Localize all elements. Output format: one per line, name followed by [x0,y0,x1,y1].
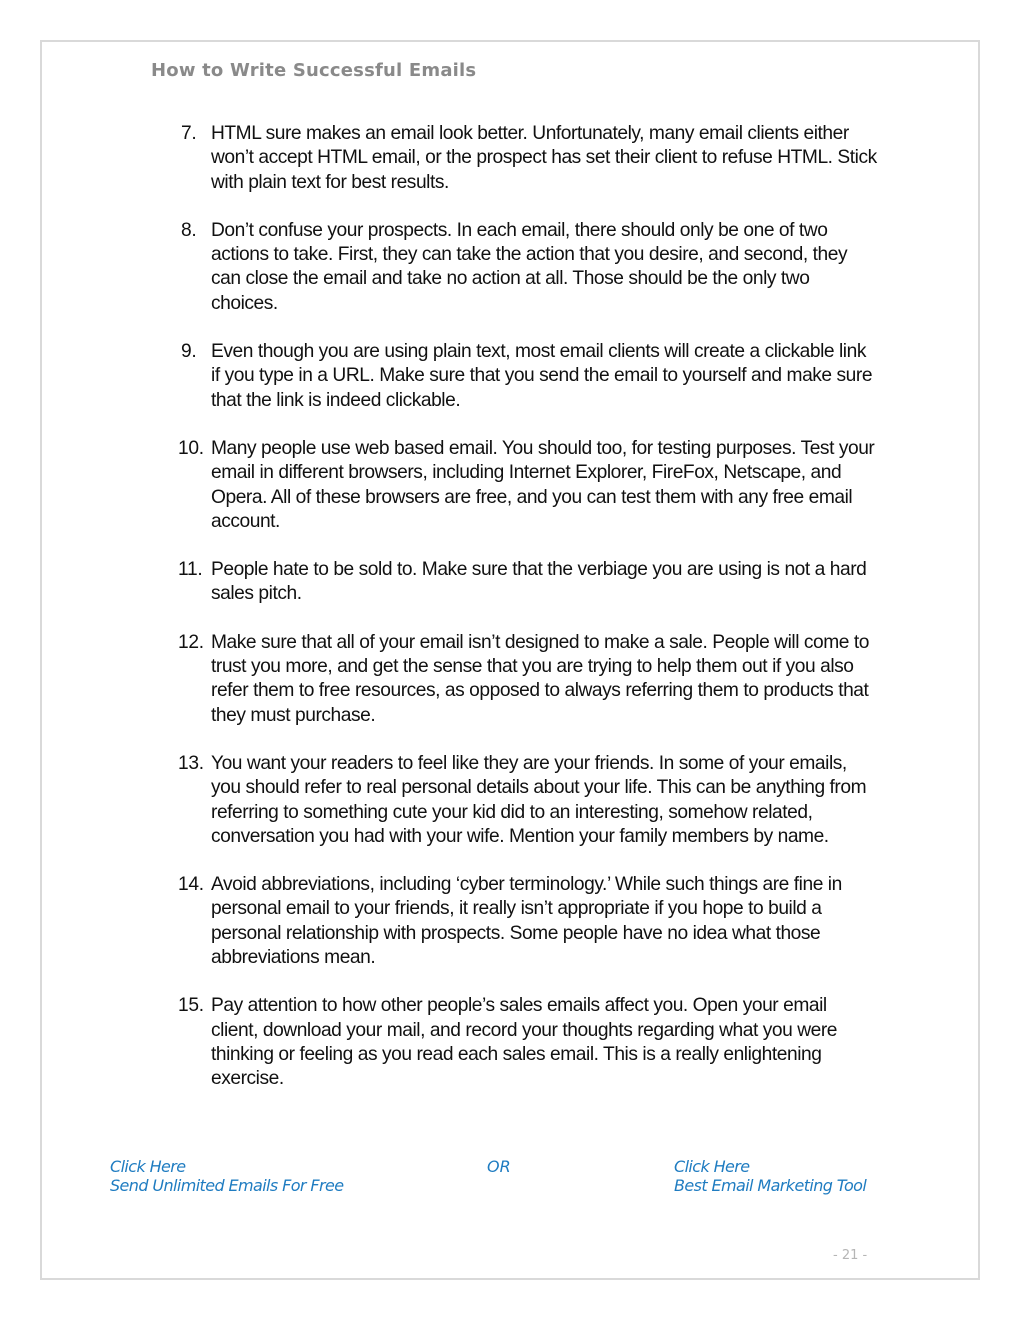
list-item-number: 15. [178,995,204,1017]
list-item-text: You want your readers to feel like they are your friends. In some of your emails, you should refer to real personal details about your life. This can be anything from referring to something cute your kid did to an interesting, somehow related, conversation you had with your wife. Mention your family members by name. [211,752,867,847]
list-item-tip-9 [178,340,878,413]
list-item-text: Make sure that all of your email isn’t designed to make a sale. People will come to trust you more, and get the sense that you are trying to help them out if you also refer them to free resources, as opposed to always referring them to products that they must purchase. [211,631,870,726]
footer-or-separator: OR [487,1157,511,1176]
list-item-number: 10. [178,437,204,459]
link-line-description: Send Unlimited Emails For Free [110,1176,344,1195]
list-item-text: HTML sure makes an email look better. Unfortunately, many email clients either won’t accept HTML email, or the prospect has set their client to refuse HTML. Stick with plain text for best results. [211,123,877,193]
list-item-tip-7 [178,122,878,195]
list-item-number: 7. [181,123,197,144]
tips-list [178,122,878,1116]
list-item-text: Pay attention to how other people’s sales emails affect you. Open your email client, download your mail, and record your thoughts regarding what you were thinking or feeling as you read each sales email. This is a really enlightening exercise. [211,995,838,1090]
document-header-title: How to Write Successful Emails [151,60,477,81]
list-item-text: Don’t confuse your prospects. In each email, there should only be one of two actions to take. First, they can take the action that you desire, and second, they can close the email and take no action at all. Those should be the only two choices. [211,219,848,314]
list-item-number: 9. [181,341,197,363]
list-item-text: Avoid abbreviations, including ‘cyber terminology.’ While such things are fine in personal email to your friends, it really isn’t appropriate if you hope to build a personal relationship with prospects. Some people have no idea what those abbreviations mean. [211,874,842,969]
list-item-tip-11 [178,558,878,607]
link-line-click-here: Click Here [110,1157,186,1176]
best-email-marketing-tool-link[interactable] [674,1157,866,1195]
list-item-tip-8 [178,219,878,316]
list-item-tip-10 [178,437,878,534]
list-item-number: 14. [178,874,204,896]
list-item-tip-12 [178,631,878,728]
list-item-text: Even though you are using plain text, most email clients will create a clickable link if you type in a URL. Make sure that you send the email to yourself and make sure that the link is indeed clickable. [211,341,873,411]
list-item-number: 13. [178,752,204,774]
list-item-text: People hate to be sold to. Make sure that the verbiage you are using is not a hard sales pitch. [211,559,867,605]
list-item-text: Many people use web based email. You should too, for testing purposes. Test your email in different browsers, including Internet Explorer, FireFox, Netscape, and Opera. All of these browsers are free, and you can test them with any free email account. [211,437,875,532]
list-item-tip-14 [178,873,878,970]
link-line-description: Best Email Marketing Tool [674,1176,867,1195]
link-line-click-here: Click Here [674,1157,750,1176]
list-item-number: 12. [178,631,204,653]
list-item-number: 11. [178,559,203,581]
list-item-tip-15 [178,994,878,1091]
page-number: - 21 - [833,1248,868,1263]
send-unlimited-emails-link[interactable] [110,1157,343,1195]
list-item-number: 8. [181,219,197,241]
list-item-tip-13 [178,752,878,849]
